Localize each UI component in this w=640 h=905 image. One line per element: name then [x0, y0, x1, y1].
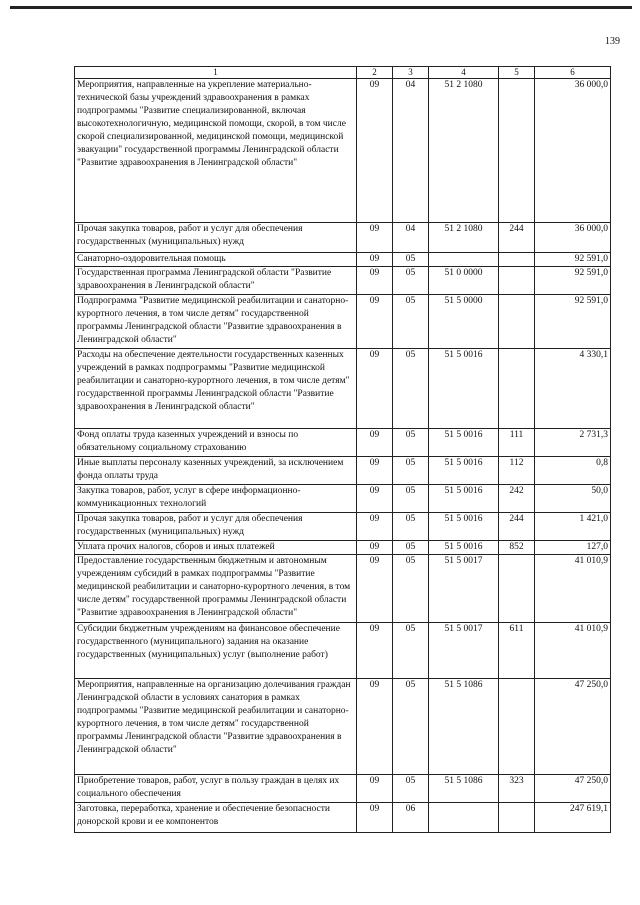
cell-csr: 51 5 0016 [429, 457, 499, 485]
table-row [75, 541, 611, 555]
header-row [75, 67, 611, 79]
cell-name: Предоставление государственным бюджетным и автономным учреждениям субсидий в рамках подпрограммы "Развитие медицинской реабилитации и санаторно-курортного лечения, в том числе детям" государственной программы Ленинградской области "Развитие здравоохранения в Ленинградской области" [75, 555, 357, 623]
table-row [75, 267, 611, 295]
cell-name: Подпрограмма "Развитие медицинской реабилитации и санаторно-курортного лечения, в том числе детям" государственной программы Ленинградской области "Развитие здравоохранения в Ленинградской области" [75, 295, 357, 349]
cell-csr: 51 5 0017 [429, 555, 499, 623]
cell-vr [499, 679, 535, 775]
column-header: 3 [393, 67, 429, 79]
cell-name: Государственная программа Ленинградской области "Развитие здравоохранения в Ленинградской области" [75, 267, 357, 295]
cell-pr: 05 [393, 267, 429, 295]
cell-name: Прочая закупка товаров, работ и услуг для обеспечения государственных (муниципальных) нужд [75, 513, 357, 541]
column-header: 2 [357, 67, 393, 79]
cell-rz: 09 [357, 457, 393, 485]
cell-pr: 05 [393, 457, 429, 485]
cell-pr: 04 [393, 223, 429, 253]
cell-sum: 41 010,9 [535, 555, 611, 623]
page-number: 139 [605, 36, 620, 47]
cell-csr: 51 5 0017 [429, 623, 499, 679]
cell-rz: 09 [357, 349, 393, 429]
table-row [75, 457, 611, 485]
cell-pr: 05 [393, 253, 429, 267]
cell-name: Фонд оплаты труда казенных учреждений и взносы по обязательному социальному страхованию [75, 429, 357, 457]
column-header: 5 [499, 67, 535, 79]
table-row [75, 429, 611, 457]
cell-rz: 09 [357, 223, 393, 253]
cell-pr: 05 [393, 349, 429, 429]
column-header: 1 [75, 67, 357, 79]
cell-pr: 06 [393, 803, 429, 833]
cell-rz: 09 [357, 803, 393, 833]
cell-sum: 92 591,0 [535, 267, 611, 295]
table-row [75, 349, 611, 429]
cell-vr: 111 [499, 429, 535, 457]
cell-sum: 247 619,1 [535, 803, 611, 833]
cell-vr: 112 [499, 457, 535, 485]
cell-vr [499, 803, 535, 833]
cell-vr: 242 [499, 485, 535, 513]
cell-pr: 04 [393, 79, 429, 223]
cell-name: Уплата прочих налогов, сборов и иных платежей [75, 541, 357, 555]
cell-name: Мероприятия, направленные на укрепление материально-технической базы учреждений здравоохранения в рамках подпрограммы "Развитие специализированной, включая высокотехнологичную, медицинской помощи, скорой, в том числе скорой специализированной, медицинской помощи, медицинской эвакуации" государственной программы Ленинградской области "Развитие здравоохранения в Ленинградской области" [75, 79, 357, 223]
cell-sum: 41 010,9 [535, 623, 611, 679]
cell-sum: 0,8 [535, 457, 611, 485]
cell-csr [429, 253, 499, 267]
cell-vr [499, 555, 535, 623]
cell-csr: 51 5 0000 [429, 295, 499, 349]
cell-csr: 51 2 1080 [429, 223, 499, 253]
cell-pr: 05 [393, 775, 429, 803]
cell-rz: 09 [357, 485, 393, 513]
cell-csr: 51 5 0016 [429, 513, 499, 541]
cell-name: Закупка товаров, работ, услуг в сфере информационно-коммуникационных технологий [75, 485, 357, 513]
cell-pr: 05 [393, 541, 429, 555]
cell-rz: 09 [357, 253, 393, 267]
column-header: 4 [429, 67, 499, 79]
cell-csr: 51 5 0016 [429, 541, 499, 555]
cell-vr: 323 [499, 775, 535, 803]
table-row [75, 223, 611, 253]
cell-vr: 244 [499, 223, 535, 253]
cell-csr [429, 803, 499, 833]
cell-name: Прочая закупка товаров, работ и услуг для обеспечения государственных (муниципальных) нужд [75, 223, 357, 253]
cell-rz: 09 [357, 429, 393, 457]
cell-sum: 4 330,1 [535, 349, 611, 429]
cell-vr: 611 [499, 623, 535, 679]
cell-rz: 09 [357, 623, 393, 679]
table-row [75, 775, 611, 803]
cell-name: Санаторно-оздоровительная помощь [75, 253, 357, 267]
cell-rz: 09 [357, 79, 393, 223]
table-row [75, 623, 611, 679]
cell-sum: 92 591,0 [535, 253, 611, 267]
cell-csr: 51 5 1086 [429, 679, 499, 775]
cell-rz: 09 [357, 775, 393, 803]
top-rule [10, 6, 632, 9]
cell-sum: 36 000,0 [535, 79, 611, 223]
cell-pr: 05 [393, 485, 429, 513]
cell-vr [499, 79, 535, 223]
cell-rz: 09 [357, 679, 393, 775]
cell-csr: 51 2 1080 [429, 79, 499, 223]
cell-name: Заготовка, переработка, хранение и обеспечение безопасности донорской крови и ее компонентов [75, 803, 357, 833]
cell-name: Мероприятия, направленные на организацию долечивания граждан Ленинградской области в условиях санатория в рамках подпрограммы "Развитие медицинской реабилитации и санаторно-курортного лечения, в том числе детям" государственной программы Ленинградской области "Развитие здравоохранения в Ленинградской области" [75, 679, 357, 775]
cell-vr [499, 253, 535, 267]
table-row [75, 253, 611, 267]
cell-name: Иные выплаты персоналу казенных учреждений, за исключением фонда оплаты труда [75, 457, 357, 485]
cell-vr: 852 [499, 541, 535, 555]
cell-vr [499, 295, 535, 349]
cell-csr: 51 5 0016 [429, 429, 499, 457]
cell-sum: 127,0 [535, 541, 611, 555]
cell-rz: 09 [357, 513, 393, 541]
cell-pr: 05 [393, 429, 429, 457]
cell-csr: 51 0 0000 [429, 267, 499, 295]
cell-pr: 05 [393, 555, 429, 623]
cell-sum: 1 421,0 [535, 513, 611, 541]
cell-sum: 92 591,0 [535, 295, 611, 349]
cell-sum: 50,0 [535, 485, 611, 513]
table-row [75, 679, 611, 775]
cell-pr: 05 [393, 623, 429, 679]
cell-name: Расходы на обеспечение деятельности государственных казенных учреждений в рамках подпрограммы "Развитие медицинской реабилитации и санаторно-курортного лечения, в том числе детям" государственной программы Ленинградской области "Развитие здравоохранения в Ленинградской области" [75, 349, 357, 429]
cell-name: Приобретение товаров, работ, услуг в пользу граждан в целях их социального обеспечения [75, 775, 357, 803]
cell-rz: 09 [357, 541, 393, 555]
cell-pr: 05 [393, 679, 429, 775]
table-row [75, 79, 611, 223]
cell-csr: 51 5 1086 [429, 775, 499, 803]
table-row [75, 803, 611, 833]
cell-csr: 51 5 0016 [429, 349, 499, 429]
table-row [75, 555, 611, 623]
cell-sum: 47 250,0 [535, 679, 611, 775]
cell-vr: 244 [499, 513, 535, 541]
cell-rz: 09 [357, 555, 393, 623]
cell-sum: 47 250,0 [535, 775, 611, 803]
cell-rz: 09 [357, 295, 393, 349]
cell-sum: 36 000,0 [535, 223, 611, 253]
table-row [75, 513, 611, 541]
table-row [75, 485, 611, 513]
cell-rz: 09 [357, 267, 393, 295]
budget-table [74, 66, 611, 833]
cell-pr: 05 [393, 513, 429, 541]
cell-csr: 51 5 0016 [429, 485, 499, 513]
table-row [75, 295, 611, 349]
column-header: 6 [535, 67, 611, 79]
cell-vr [499, 267, 535, 295]
cell-pr: 05 [393, 295, 429, 349]
cell-name: Субсидии бюджетным учреждениям на финансовое обеспечение государственного (муниципального) задания на оказание государственных (муниципальных) услуг (выполнение работ) [75, 623, 357, 679]
cell-vr [499, 349, 535, 429]
cell-sum: 2 731,3 [535, 429, 611, 457]
